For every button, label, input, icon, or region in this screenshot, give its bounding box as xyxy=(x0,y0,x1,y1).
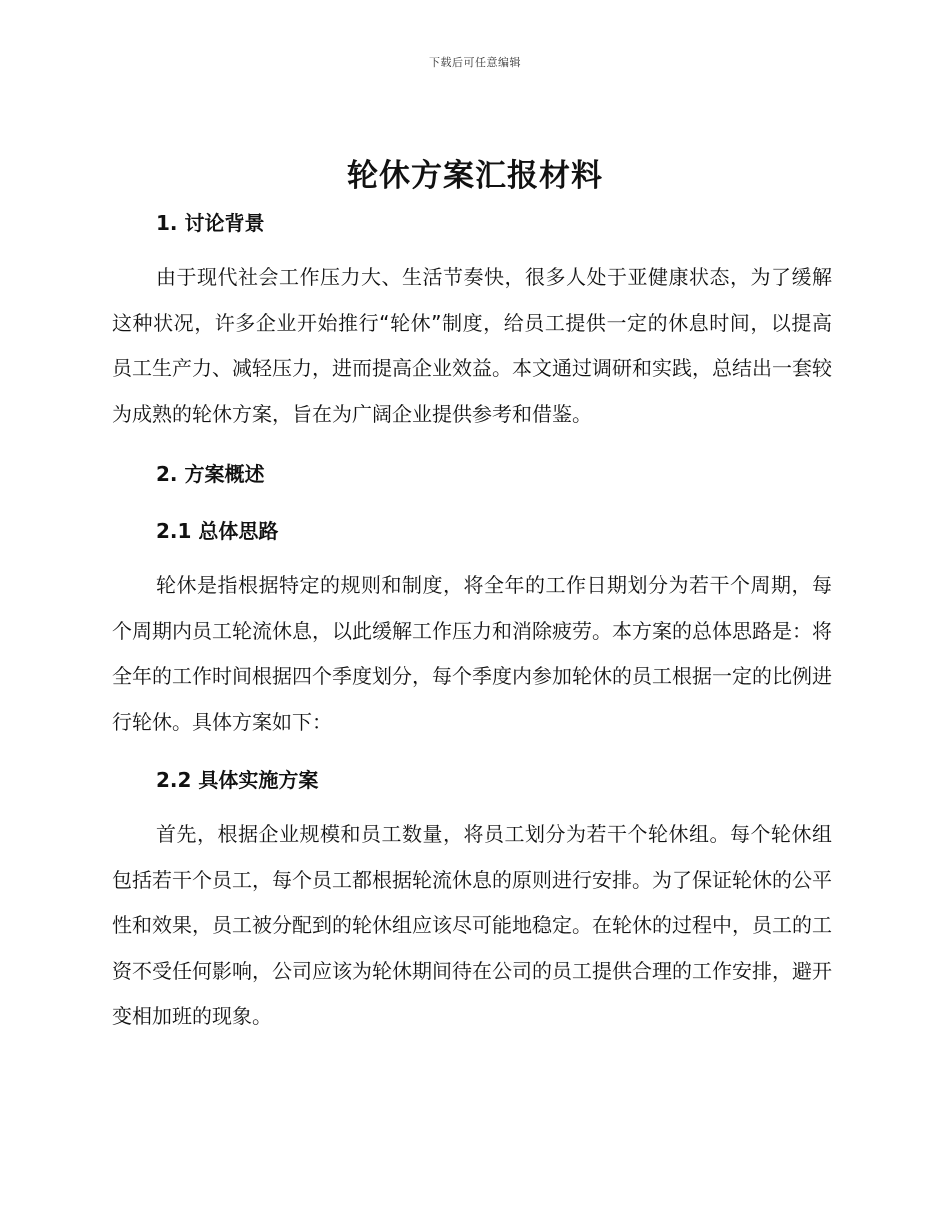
section-heading-general-idea: 2.1 总体思路 xyxy=(156,519,279,543)
section-heading-overview: 2. 方案概述 xyxy=(156,462,265,486)
paragraph-general-idea: 轮休是指根据特定的规则和制度，将全年的工作日期划分为若干个周期，每个周期内员工轮流休息，以此缓解工作压力和消除疲劳。本方案的总体思路是：将全年的工作时间根据四个季度划分，每个季度内参加轮休的员工根据一定的比例进行轮休。具体方案如下： xyxy=(112,573,832,734)
section-heading-background: 1. 讨论背景 xyxy=(156,211,265,235)
paragraph-background: 由于现代社会工作压力大、生活节奏快，很多人处于亚健康状态，为了缓解这种状况，许多企业开始推行“轮休”制度，给员工提供一定的休息时间，以提高员工生产力、减轻压力，进而提高企业效益。本文通过调研和实践，总结出一套较为成熟的轮休方案，旨在为广阔企业提供参考和借鉴。 xyxy=(112,265,832,426)
document-title: 轮休方案汇报材料 xyxy=(347,158,603,194)
paragraph-implementation: 首先，根据企业规模和员工数量，将员工划分为若干个轮休组。每个轮休组包括若干个员工，每个员工都根据轮流休息的原则进行安排。为了保证轮休的公平性和效果，员工被分配到的轮休组应该尽可能地稳定。在轮休的过程中，员工的工资不受任何影响，公司应该为轮休期间待在公司的员工提供合理的工作安排，避开变相加班的现象。 xyxy=(112,822,832,1028)
page-header-note: 下载后可任意编辑 xyxy=(429,56,521,69)
section-heading-implementation: 2.2 具体实施方案 xyxy=(156,768,319,792)
